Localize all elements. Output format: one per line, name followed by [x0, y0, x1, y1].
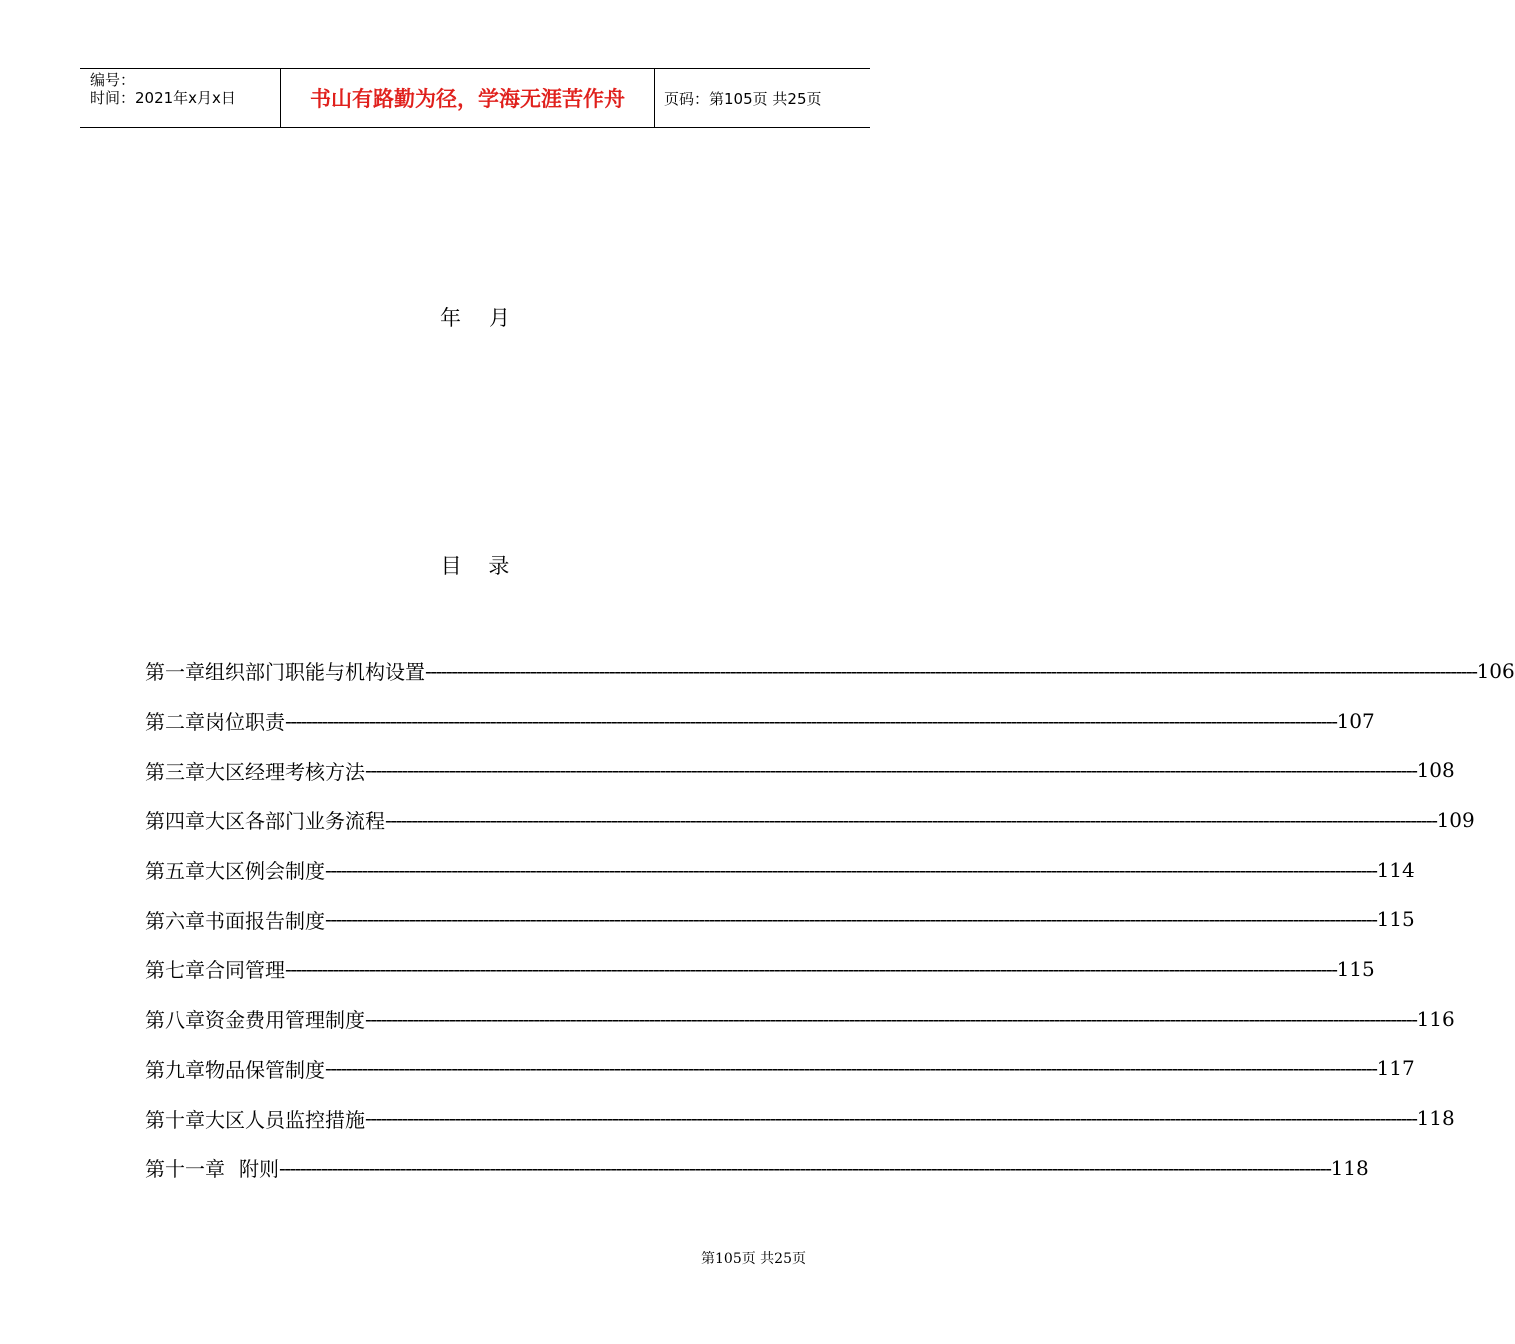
toc-leader: --------------------------------------------------------------------------------------------------------------------------------------------------------------------------------------------------------: [385, 807, 1437, 832]
toc-leader: --------------------------------------------------------------------------------------------------------------------------------------------------------------------------------------------------------: [325, 907, 1377, 932]
toc-chapter: 第八章: [145, 1008, 205, 1033]
toc-chapter: 第五章: [145, 859, 205, 884]
toc-entry: [145, 894, 1415, 944]
toc-title: 目 录: [440, 554, 510, 578]
toc-entry-title: 资金费用管理制度: [205, 1008, 365, 1033]
page-footer: 第105页 共25页: [701, 1251, 806, 1267]
toc-entry: [145, 944, 1375, 994]
toc-leader: --------------------------------------------------------------------------------------------------------------------------------------------------------------------------------------------------------: [285, 956, 1337, 981]
toc-chapter: 第六章: [145, 908, 205, 933]
toc-page-number: 115: [1376, 907, 1415, 932]
header-meta: [80, 69, 281, 127]
toc-leader: --------------------------------------------------------------------------------------------------------------------------------------------------------------------------------------------------------: [325, 857, 1377, 882]
toc-chapter: 第一章: [145, 660, 205, 685]
toc-entry: [145, 994, 1455, 1044]
toc-entry: [145, 845, 1415, 895]
toc-entry-title: 大区例会制度: [205, 859, 325, 884]
header-page-info: 页码：第105页 共25页: [664, 89, 822, 108]
time-label: 时间：2021年x月x日: [90, 89, 236, 107]
toc-entry-title: 大区各部门业务流程: [205, 809, 385, 834]
number-label: 编号：: [90, 71, 136, 89]
toc-page-number: 117: [1376, 1056, 1415, 1081]
toc-entry-title: 岗位职责: [205, 710, 285, 735]
toc-leader: --------------------------------------------------------------------------------------------------------------------------------------------------------------------------------------------------------: [285, 708, 1337, 733]
document-header: [80, 68, 870, 128]
toc-leader: --------------------------------------------------------------------------------------------------------------------------------------------------------------------------------------------------------: [325, 1056, 1377, 1081]
toc-entry: [145, 1044, 1415, 1094]
toc-leader: --------------------------------------------------------------------------------------------------------------------------------------------------------------------------------------------------------: [425, 658, 1477, 683]
toc-leader: --------------------------------------------------------------------------------------------------------------------------------------------------------------------------------------------------------: [365, 758, 1417, 783]
toc-page-number: 107: [1336, 708, 1375, 733]
toc-leader: --------------------------------------------------------------------------------------------------------------------------------------------------------------------------------------------------------: [365, 1006, 1417, 1031]
table-of-contents: [145, 646, 1515, 1193]
toc-entry: [145, 1143, 1369, 1193]
toc-chapter: 第七章: [145, 958, 205, 983]
toc-entry-title: 大区经理考核方法: [205, 759, 365, 784]
toc-page-number: 116: [1416, 1006, 1455, 1031]
toc-entry-title: 组织部门职能与机构设置: [205, 660, 425, 685]
toc-page-number: 109: [1436, 807, 1475, 832]
toc-entry: [145, 1093, 1455, 1143]
toc-chapter: 第九章: [145, 1057, 205, 1082]
year-label: 年: [440, 306, 461, 330]
toc-entry-title: 附则: [239, 1157, 279, 1182]
toc-chapter: 第十一章: [145, 1157, 225, 1182]
toc-entry: [145, 696, 1375, 746]
toc-chapter: 第三章: [145, 759, 205, 784]
toc-chapter: 第十章: [145, 1107, 205, 1132]
toc-entry: [145, 795, 1475, 845]
month-label: 月: [489, 306, 510, 330]
toc-page-number: 108: [1416, 758, 1455, 783]
toc-leader: --------------------------------------------------------------------------------------------------------------------------------------------------------------------------------------------------------: [365, 1106, 1417, 1131]
toc-entry-title: 书面报告制度: [205, 908, 325, 933]
toc-page-number: 118: [1416, 1106, 1455, 1131]
header-motto: 书山有路勤为径，学海无涯苦作舟: [281, 69, 655, 127]
toc-page-number: 118: [1330, 1155, 1369, 1180]
toc-leader: --------------------------------------------------------------------------------------------------------------------------------------------------------------------------------------------------------: [279, 1155, 1331, 1180]
date-line: [0, 302, 950, 332]
toc-page-number: 106: [1476, 658, 1515, 683]
toc-entry: [145, 646, 1515, 696]
toc-entry-title: 大区人员监控措施: [205, 1107, 365, 1132]
toc-chapter: 第四章: [145, 809, 205, 834]
toc-page-number: 114: [1376, 857, 1415, 882]
toc-entry-title: 物品保管制度: [205, 1057, 325, 1082]
toc-chapter: 第二章: [145, 710, 205, 735]
toc-entry: [145, 745, 1455, 795]
toc-page-number: 115: [1336, 956, 1375, 981]
toc-entry-title: 合同管理: [205, 958, 285, 983]
